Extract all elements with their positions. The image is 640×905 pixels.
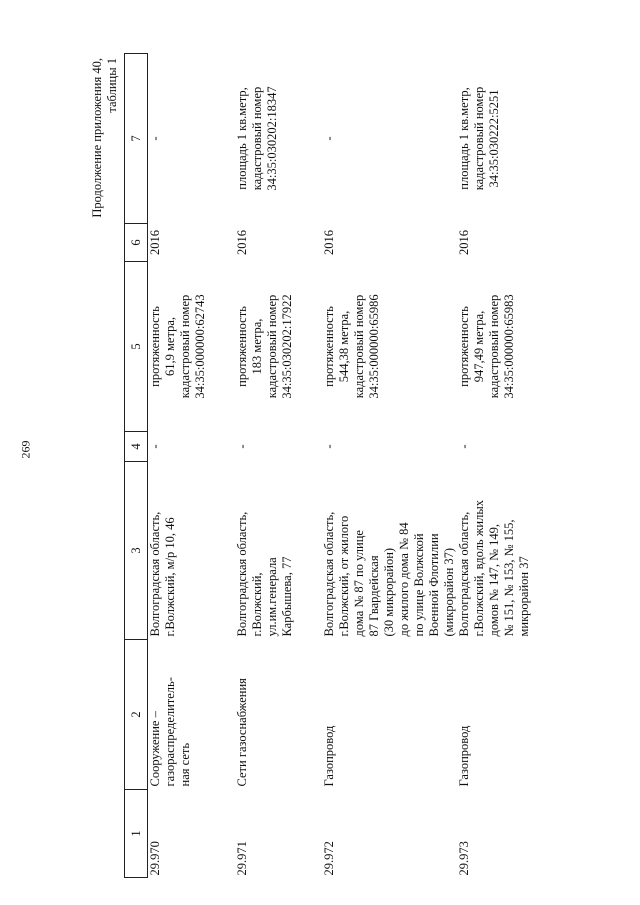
object-name (457, 640, 544, 790)
column-header: 4 (125, 432, 148, 462)
object-address-line: 87 Гвардейская (366, 555, 381, 637)
column-header: 7 (125, 54, 148, 224)
object-address (457, 462, 544, 640)
caption-line: таблицы 1 (105, 58, 119, 113)
object-address-line: Волгоградская область, (456, 511, 471, 637)
column-header: 6 (125, 224, 148, 262)
table-row (148, 54, 235, 878)
object-address-line: Волгоградская область, (234, 511, 249, 637)
column-7-value-line: площадь 1 кв.метр, (456, 87, 471, 190)
column-4-value: - (456, 444, 471, 449)
object-address-line: г.Волжский, от жилого (336, 515, 351, 637)
object-parameters (322, 262, 457, 432)
column-7-value (322, 54, 457, 224)
column-7-value (148, 54, 235, 224)
object-address-line: Волгоградская область, (321, 511, 336, 637)
object-parameters-line: протяженность (148, 306, 162, 387)
object-address-line: (30 микрорайон) (381, 547, 396, 637)
object-address-line: домов № 147, № 149, (486, 523, 501, 637)
object-parameters-line: протяженность (234, 306, 249, 387)
object-address-line: по улице Волжской (411, 533, 426, 637)
column-7-value-line: кадастровый номер (471, 86, 486, 191)
table-row (322, 54, 457, 878)
object-address-line: микрорайон 37 (516, 556, 531, 637)
object-parameters-line: 34:35:000000:65986 (366, 294, 381, 399)
object-parameters-line: 34:35:030202:17922 (279, 294, 294, 399)
table-row (235, 54, 322, 878)
object-address-line: Военной Флотилии (426, 533, 441, 637)
page-number: 269 (18, 440, 33, 459)
year-value: 2016 (456, 230, 471, 255)
object-address-line: Карбышева, 77 (279, 556, 294, 637)
year-value: 2016 (148, 230, 162, 255)
object-name-line: Сети газоснабжения (234, 678, 249, 787)
table-row (457, 54, 544, 878)
object-name-line: Сооружение – (148, 711, 162, 787)
table-body (148, 54, 544, 878)
object-parameters-line: кадастровый номер (178, 294, 192, 399)
object-address-line: Волгоградская область, (148, 511, 162, 637)
column-7-value-line: площадь 1 кв.метр, (234, 87, 249, 190)
object-name (322, 640, 457, 790)
column-7-value-line: 34:35:030202:18347 (264, 86, 279, 191)
column-7-value-line: - (148, 136, 162, 141)
row-number: 29.971 (234, 841, 249, 876)
object-address-line: г.Волжский, м/р 10, 46 (163, 517, 177, 637)
object-address-line: г.Волжский, вдоль жилых (471, 500, 486, 637)
year-value: 2016 (321, 230, 336, 255)
object-address-line: дома № 87 по улице (351, 530, 366, 637)
column-header: 2 (125, 640, 148, 790)
object-address (235, 462, 322, 640)
row-number: 29.972 (321, 841, 336, 876)
object-parameters-line: 61,9 метра, (163, 317, 177, 376)
object-parameters-line: 34:35:000000:65983 (501, 294, 516, 399)
column-7-value (457, 54, 544, 224)
object-name (235, 640, 322, 790)
object-parameters-line: кадастровый номер (264, 294, 279, 399)
column-4-value: - (321, 444, 336, 449)
column-4-value: - (234, 444, 249, 449)
object-parameters-line: протяженность (321, 306, 336, 387)
column-header: 1 (125, 790, 148, 878)
row-number: 29.970 (148, 841, 162, 876)
column-7-value (235, 54, 322, 224)
table-header-row (125, 54, 148, 878)
column-header: 5 (125, 262, 148, 432)
row-number: 29.973 (456, 841, 471, 876)
object-parameters (235, 262, 322, 432)
column-4-value: - (148, 444, 162, 449)
column-7-value-line: - (321, 136, 336, 141)
object-name-line: Газопровод (456, 725, 471, 787)
object-parameters-line: кадастровый номер (351, 294, 366, 399)
object-address-line: до жилого дома № 84 (396, 522, 411, 637)
object-name-line: Газопровод (321, 725, 336, 787)
object-address (322, 462, 457, 640)
object-parameters-line: кадастровый номер (486, 294, 501, 399)
object-address-line: ул.им.генерала (264, 557, 279, 637)
object-name (148, 640, 235, 790)
object-name-line: ная сеть (178, 742, 192, 787)
object-parameters-line: протяженность (456, 306, 471, 387)
caption-line: Продолжение приложения 40, (90, 58, 104, 218)
object-parameters (148, 262, 235, 432)
column-7-value-line: 34:35:030222:5251 (486, 89, 501, 188)
table-caption (90, 58, 120, 218)
object-parameters-line: 183 метра, (249, 318, 264, 375)
object-parameters-line: 544,38 метра, (336, 310, 351, 383)
property-table (124, 53, 544, 878)
object-address-line: г.Волжский, (249, 572, 264, 637)
object-address-line: № 151, № 153, № 155, (501, 519, 516, 637)
object-name-line: газораспределитель- (163, 677, 177, 787)
object-address-line: (микрорайон 37) (441, 547, 456, 637)
object-address (148, 462, 235, 640)
year-value: 2016 (234, 230, 249, 255)
object-parameters-line: 947,49 метра, (471, 310, 486, 383)
column-7-value-line: кадастровый номер (249, 86, 264, 191)
object-parameters (457, 262, 544, 432)
rotated-page-content (90, 54, 595, 878)
column-header: 3 (125, 462, 148, 640)
object-parameters-line: 34:35:000000:62743 (193, 294, 207, 399)
